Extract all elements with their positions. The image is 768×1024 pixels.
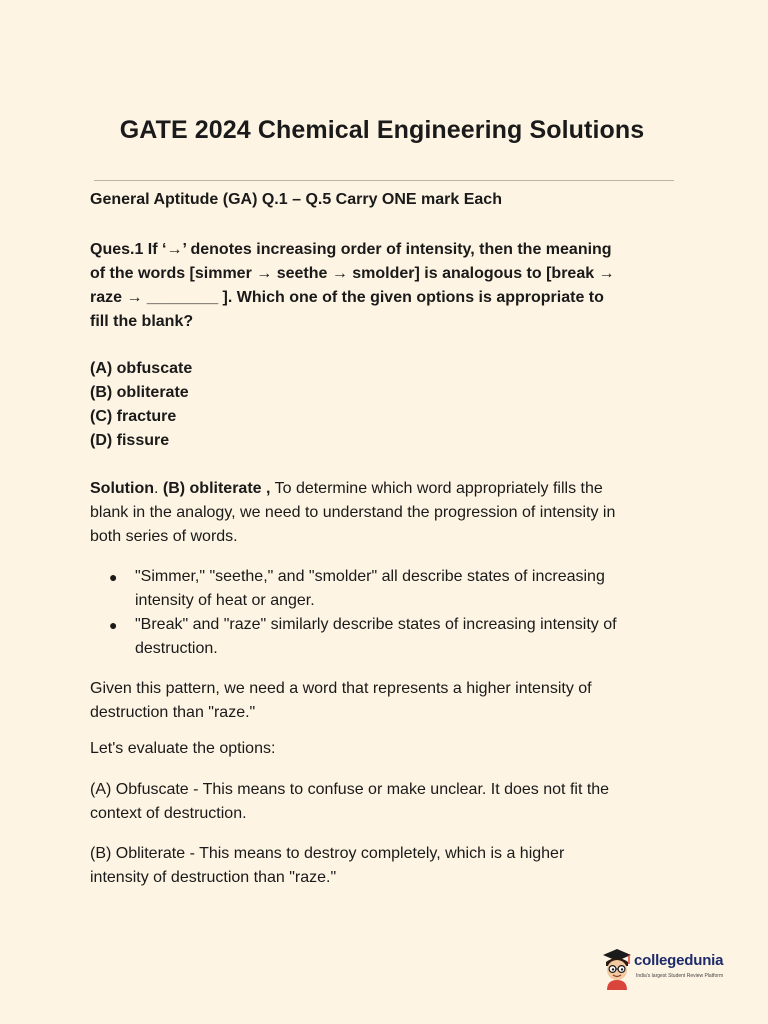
- explanation-bullets: [90, 565, 680, 661]
- option-a-explanation: [90, 778, 680, 826]
- page-title: GATE 2024 Chemical Engineering Solutions: [119, 116, 645, 144]
- paragraph-line: context of destruction.: [90, 805, 247, 822]
- question-line: raze → ________ ]. Which one of the given options is appropriate to: [90, 289, 604, 306]
- paragraph-line: (B) Obliterate - This means to destroy completely, which is a higher: [90, 845, 565, 862]
- paragraph-line: (A) Obfuscate - This means to confuse or make unclear. It does not fit the: [90, 781, 610, 798]
- question-line: fill the blank?: [90, 313, 194, 330]
- question-line: Ques.1 If ‘→’ denotes increasing order of intensity, then the meaning: [90, 241, 612, 258]
- bullet-dot-icon: ●: [109, 569, 118, 585]
- brand-name: collegedunia: [634, 952, 724, 969]
- bullet-line: "Simmer," "seethe," and "smolder" all describe states of increasing: [135, 568, 605, 585]
- answer-options: [90, 357, 192, 453]
- question-line: of the words [simmer → seethe → smolder] is analogous to [break →: [90, 265, 615, 282]
- question-text: [90, 238, 680, 334]
- solution-label-suffix: .: [153, 480, 163, 497]
- solution-line: both series of words.: [90, 528, 238, 545]
- student-mascot-icon: [600, 946, 634, 990]
- option-d: (D) fissure: [90, 432, 170, 449]
- paragraph-line: Given this pattern, we need a word that represents a higher intensity of: [90, 680, 592, 697]
- evaluate-paragraph: Let's evaluate the options:: [90, 740, 276, 757]
- option-b-explanation: [90, 842, 680, 890]
- title-divider: [94, 180, 674, 181]
- solution-line: blank in the analogy, we need to understand the progression of intensity in: [90, 504, 616, 521]
- option-a: (A) obfuscate: [90, 360, 193, 377]
- bullet-dot-icon: ●: [109, 617, 118, 633]
- solution-first-line: [90, 477, 680, 501]
- bullet-item: [90, 565, 680, 613]
- bullet-line: "Break" and "raze" similarly describe states of increasing intensity of: [135, 616, 617, 633]
- section-heading: General Aptitude (GA) Q.1 – Q.5 Carry ONE mark Each: [90, 191, 502, 208]
- solution-paragraph: [90, 477, 680, 549]
- paragraph-line: destruction than "raze.": [90, 704, 256, 721]
- pattern-paragraph: [90, 677, 680, 725]
- solution-answer: (B) obliterate ,: [162, 480, 271, 497]
- solution-line-rest: To determine which word appropriately fills the: [270, 480, 603, 497]
- bullet-line: intensity of heat or anger.: [135, 592, 315, 609]
- option-b: (B) obliterate: [90, 384, 189, 401]
- paragraph-line: intensity of destruction than "raze.": [90, 869, 337, 886]
- solution-label: Solution: [90, 480, 154, 497]
- bullet-item: [90, 613, 680, 661]
- bullet-line: destruction.: [135, 640, 218, 657]
- brand-tagline: India's largest Student Review Platform: [636, 973, 724, 979]
- option-c: (C) fracture: [90, 408, 177, 425]
- collegedunia-logo: [600, 946, 730, 990]
